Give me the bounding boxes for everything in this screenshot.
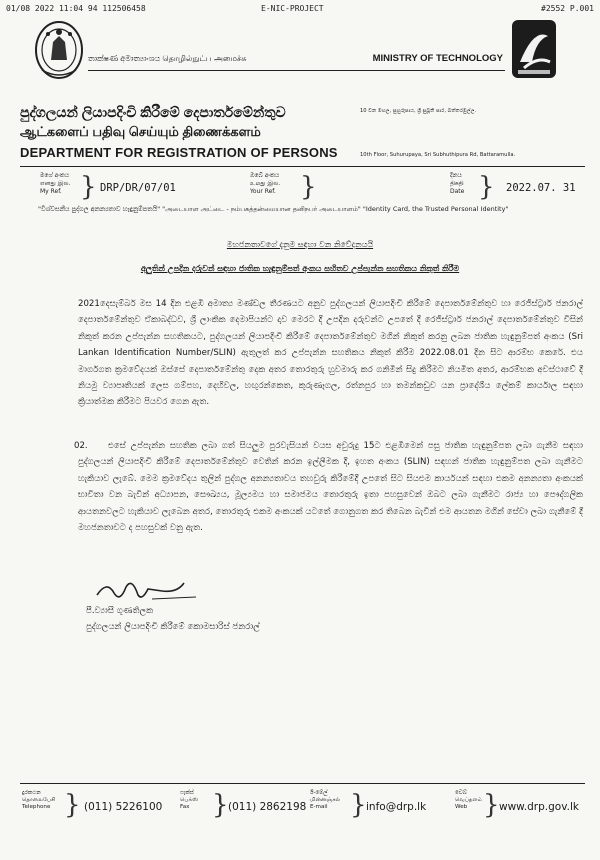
department-name-tamil: ஆட்களைப் பதிவு செய்யும் திணைக்களம் — [20, 124, 261, 139]
paragraph-1: 2021දෙසැම්බර් මස 14 දින එළඹි අමාත්‍ය මණ්ඩල තීරණයට අනුව පුද්ගලයන් ලියාපදිංචි කිරීමේ දෙපාර්තමේන්තුව හා රෙජිස්ට්‍රාර් ජනරාල් දෙපාර්තමේන්තුව ඒකාබද්ධව, ශ්‍රී ලාංකික දෙමාපියන්ට දාව මෙරට දී උපදින දරුවන්ට උපතේ දී රෙජිස්ට්‍රාර් ජනරාල් දෙපාර්තමේන්තුව විසින් නිකුත් කරන උප්පැන්න සහතිකයට, පුද්ගලයන් ලියාපදිංචි කිරීමේ දෙපාර්තමේන්තුව මගින් නිකුත් කරනු ලබන ජාතික හැඳුනුම්පත් අංකය (Sri Lankan Identification Number/SLIN) ඇතුලත් කර උප්පැන්න සහතිකය නිකුත් කිරීම 2022.08.01 දින සිට ආරම්භ කෙරේ. එය මාර්ගගත ක්‍රමවේදයක් ඔස්සේ දෙපාර්තමේන්තු දෙක අතර තොරතුරු හුවමාරු කර ගනිමින් සිදු කිරීමට නියමිත අතර, ආරම්භක අවස්ථාවේ දී නියමු ව්‍යාපෘතියක් ලෙස ගම්පහ, දෙහිවල, හඟුරන්කෙත, කුරුණෑගල, රත්නපුර හා තමන්කඩුව යන ප්‍රාදේශීය ලේකම් කාර්යාල සඳහා ක්‍රියාත්මක කිරීමට පියවර ගෙන ඇත. — [78, 299, 583, 408]
department-logo-icon — [510, 18, 558, 80]
signatory-title: පුද්ගලයන් ලියාපදිංචි කිරීමේ කොමසාරිස් ජනරාල් — [86, 622, 260, 632]
paragraph-2 — [74, 438, 583, 536]
slogan: "විශ්වසනීය පුද්ගල අනන්‍යතාව හැඳුනුම්පතයි" "அடையாள அட்டை - நம்பகத்தன்மையான தனிநபர் அடையாளம்" "Identity Card, the Trusted Personal Identity" — [38, 205, 509, 213]
fax-project: E-NIC-PROJECT — [261, 4, 324, 13]
subject-line-text: අලුතින් උපදින දරුවන් සඳහා ජාතික හැඳුනුම්පත් අංකය සහිතව උප්පැන්න සහතිකය නිකුත් කිරීම — [140, 264, 460, 273]
fax-transmission-header — [6, 4, 594, 16]
bracket-icon: } — [80, 172, 97, 202]
footer-telephone — [22, 790, 172, 830]
brace-icon: } — [212, 790, 229, 820]
web-label: වෙබ් வெப்தளம் Web — [455, 790, 483, 811]
my-ref-value: DRP/DR/07/01 — [100, 182, 176, 194]
email-label: ඊ-මේල් மின்னஞ்சல் E-mail — [310, 790, 341, 811]
subject-line — [0, 264, 600, 274]
bracket-icon: } — [478, 172, 495, 202]
fax-datetime: 01/08 2022 11:04 94 112506458 — [6, 4, 146, 13]
email-value: info@drp.lk — [366, 801, 427, 813]
ministry-name-local: තාක්ෂණ අමාත්‍යාංශය தொழில்நுட்ப அமைச்சு — [88, 54, 247, 63]
paragraph-2-number: 02. — [74, 441, 88, 451]
signature-icon — [92, 575, 202, 605]
web-value: www.drp.gov.lk — [499, 801, 579, 813]
telephone-label: දුරකථන தொலைபேசி Telephone — [22, 790, 56, 811]
brace-icon: } — [350, 790, 367, 820]
letterhead-divider — [20, 166, 585, 167]
state-emblem-icon — [34, 20, 84, 82]
notice-heading — [0, 240, 600, 250]
fax-value: (011) 2862198 — [228, 801, 307, 813]
address-english: 10th Floor, Suhurupaya, Sri Subhuthipura Rd, Battaramulla. — [360, 152, 516, 158]
ministry-line — [88, 52, 503, 68]
my-ref-label: මගේ අංකය எனது இல. My Ref. — [40, 172, 71, 195]
footer-email — [310, 790, 450, 830]
footer-divider — [20, 783, 585, 784]
signatory-name: පී.ව්‍යාසී ගුණතිලක — [86, 606, 154, 616]
department-name-english: DEPARTMENT FOR REGISTRATION OF PERSONS — [20, 145, 338, 160]
ministry-divider — [88, 70, 505, 71]
footer-web — [455, 790, 585, 830]
footer-fax — [180, 790, 310, 830]
bracket-icon: } — [300, 172, 317, 202]
brace-icon: } — [64, 790, 81, 820]
paragraph-2-text: එසේ උප්පැන්න සහතික ලබා ගත් සියලුම පුරවැසියන් වයස අවුරුදු 15ට එළඹීමෙන් පසු ජාතික හැඳුනුම්පත ලබා ගැනීම සඳහා පුද්ගලයන් ලියාපදිංචි කිරීමේ දෙපාර්තමේන්තුව වෙතින් කරන ඉල්ලීමක දී, ඉහත අංකය (SLIN) සඳහන් ජාතික හැඳුනුම්පත ලබා ගැනීමට හැකියාව ලැබේ. මෙම ක්‍රමවේදය තුලින් පුද්ගල අනන්‍යතාවය තහවුරු කිරීමේදී උපතේ සිට සියළුම කාර්යයන් සඳහා එකම අනන්‍යතා අංකයක් භාවිතා වන බැවින් අධ්‍යාපන, සෞඛ්‍යය, මූල්‍යමය හා සමාජමය තොරතුරු ඉතා පහසුවෙන් ඔබට ලබා ගැනීමට රාජ්‍ය හා පෞද්ගලික ආයතනවලට හැකියාව ලැබෙන අතර, තොරතුරු එකම අංකයක් යටතේ ගොනුගත කර තිබෙන බැවින් එම ආයතන මගින් සේවා ලබා ගැනීමේ දී මහජනතාවට ද පහසුවක් වනු ඇත. — [78, 441, 583, 534]
address-local: 10 වන මහල, සුහුරුපාය, ශ්‍රී සුබූති පාර, බත්තරමුල්ල. — [360, 108, 477, 114]
date-label: දිනය திகதி Date — [450, 172, 465, 195]
your-ref-block — [250, 172, 390, 208]
department-name-sinhala: පුද්ගලයන් ලියාපදිංචි කිරීමේ දෙපාර්තමේන්තුව — [20, 104, 286, 120]
date-value: 2022.07. 31 — [506, 182, 576, 194]
ministry-name-english: MINISTRY OF TECHNOLOGY — [372, 53, 503, 64]
date-block — [450, 172, 590, 208]
brace-icon: } — [483, 790, 500, 820]
telephone-value: (011) 5226100 — [84, 801, 163, 813]
fax-page: #2552 P.001 — [541, 4, 594, 13]
your-ref-label: ඔබේ අංකය உமது இல. Your Ref. — [250, 172, 281, 195]
fax-label: ෆැක්ස් பெக்ஸ் Fax — [180, 790, 199, 811]
notice-heading-text: මහජනතාවගේ දැනුම සඳහා වන නිවේදනයයි — [226, 240, 374, 249]
my-ref-block — [40, 172, 210, 208]
